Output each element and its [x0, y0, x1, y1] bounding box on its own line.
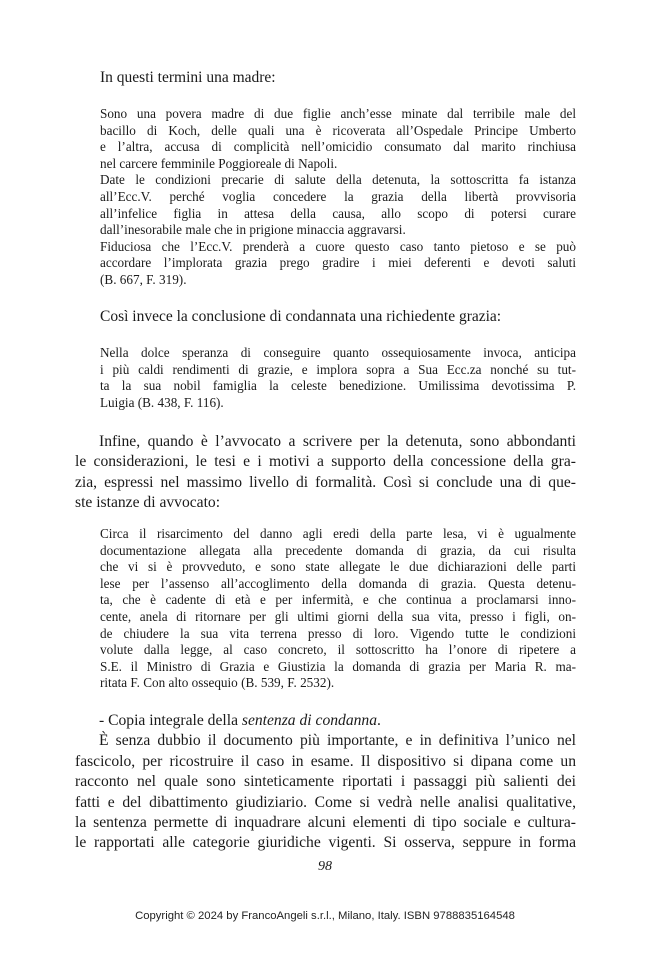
section-heading: [75, 711, 576, 731]
quote-line: ta la sua nobil famiglia la celeste benedizione. Umilissima devotissima P.: [100, 378, 576, 394]
quote-line: ta, che è cadente di età e per infermità, e che continua a proclamarsi inno-: [100, 592, 576, 608]
body-line: le considerazioni, le tesi e i motivi a supporto della concessione della gra-: [75, 453, 576, 471]
body-line: racconto nel quale sono sinteticamente riportati i passaggi più salienti dei: [75, 773, 576, 791]
quote-line: (B. 667, F. 319).: [100, 271, 187, 287]
body-line: fatti e del dibattimento giudiziario. Come si vedrà nelle analisi qualitative,: [75, 793, 576, 811]
quote-line: Circa il risarcimento del danno agli eredi della parte lesa, vi è ugualmente: [100, 526, 576, 541]
quote-line: de chiudere la sua vita terrena presso di loro. Vigendo tutte le condizioni: [100, 625, 576, 641]
intro-condemned: Così invece la conclusione di condannata una richiedente grazia:: [100, 308, 502, 325]
quote-line: all’Ecc.V. perché voglia concedere la grazia della libertà provvisoria: [100, 188, 576, 204]
quote-line: e l’altra, accusa di complicità nell’omicidio consumato dal marito rinchiusa: [100, 139, 576, 155]
quote-line: cente, anela di ritornare per gli ultimi giorni della sua vita, presso i figli, on-: [100, 608, 576, 624]
body-line: fascicolo, per ricostruire il caso in esame. Il dispositivo si dipana come un: [75, 752, 576, 770]
intro-mother: In questi termini una madre:: [100, 69, 276, 86]
quote-line: lese per l’assenso all’accoglimento della domanda di grazia. Questa detenu-: [100, 575, 576, 591]
body-line: È senza dubbio il documento più importante, e in definitiva l’unico nel: [99, 732, 576, 750]
body-line: la sentenza permette di inquadrare alcuni elementi di tipo sociale e cultura-: [75, 814, 576, 832]
quote-line: S.E. il Ministro di Grazia e Giustizia la domanda di grazia per Maria R. ma-: [100, 658, 576, 674]
quote-line: dall’inesorabile male che in prigione minaccia aggravarsi.: [100, 222, 406, 238]
copyright-notice: Copyright © 2024 by FrancoAngeli s.r.l., Milano, Italy. ISBN 9788835164548: [135, 910, 515, 922]
quote-line: Nella dolce speranza di conseguire quanto ossequiosamente invoca, anticipa: [100, 345, 576, 360]
quote-line: i più caldi rendimenti di grazie, e implora sopra a Sua Ecc.za nonché su tut-: [100, 361, 576, 377]
quote-line: bacillo di Koch, delle quali una è ricoverata all’Ospedale Principe Umberto: [100, 122, 576, 138]
quote-line: Sono una povera madre di due figlie anch’esse minate dal terribile male del: [100, 106, 576, 121]
quote-line: volute dalla legge, al caso concreto, il sottoscritto ha l’onore di ripetere a: [100, 642, 576, 658]
page-number: 98: [318, 859, 332, 874]
paragraph-sentence: [75, 711, 576, 854]
quote-mother-letter: [100, 106, 576, 289]
quote-line: documentazione allegata alla precedente domanda di grazia, da cui risulta: [100, 542, 576, 558]
quote-line: Luigia (B. 438, F. 116).: [100, 394, 224, 410]
section-heading-prefix: - Copia integrale della: [99, 712, 242, 729]
quote-condemned-letter: [100, 345, 576, 411]
quote-line: all’infelice figlia in attesa della causa, allo scopo di potersi curare: [100, 205, 576, 221]
section-heading-suffix: .: [377, 712, 381, 729]
body-line: ste istanze di avvocato:: [75, 494, 221, 512]
body-line: Infine, quando è l’avvocato a scrivere per la detenuta, sono abbondanti: [99, 433, 576, 450]
quote-line: che vi si è provveduto, e sono state allegate le due dichiarazioni delle parti: [100, 559, 576, 575]
section-heading-title: sentenza di condanna: [241, 712, 378, 729]
quote-line: Date le condizioni precarie di salute della detenuta, la sottoscritta fa istanza: [100, 172, 576, 188]
quote-line: Fiduciosa che l’Ecc.V. prenderà a cuore questo caso tanto pietoso e se può: [100, 238, 576, 254]
quote-line: ritata F. Con alto ossequio (B. 539, F. 2532).: [100, 675, 335, 691]
quote-line: nel carcere femminile Poggioreale di Napoli.: [100, 155, 338, 171]
body-line: zia, espressi nel massimo livello di formalità. Così si conclude una di que-: [75, 473, 576, 491]
body-line: le rapportati alle categorie giuridiche vigenti. Si osserva, seppure in forma: [75, 834, 576, 852]
quote-line: accordare l’implorata grazia prego gradire i miei deferenti e devoti saluti: [100, 255, 576, 271]
paragraph-lawyer: [75, 432, 576, 514]
quote-lawyer-petition: [100, 526, 576, 692]
